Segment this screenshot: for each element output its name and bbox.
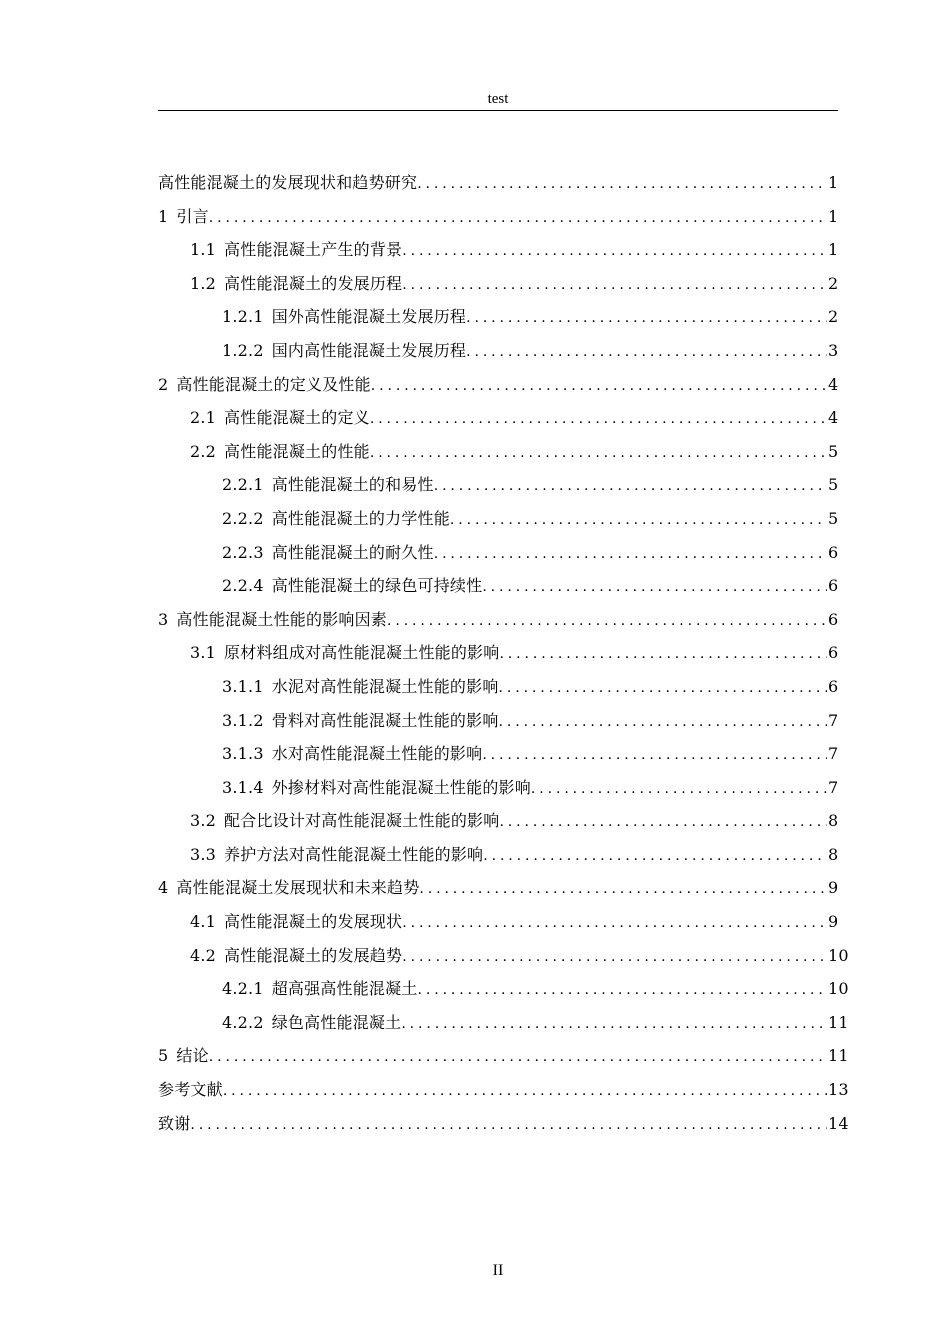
- toc-entry-number: 3.1: [190, 643, 217, 663]
- toc-entry[interactable]: [158, 909, 838, 943]
- toc-entry-title: 高性能混凝土的定义: [224, 408, 370, 428]
- toc-entry-title: 高性能混凝土产生的背景: [224, 240, 403, 260]
- toc-entry-page: 6: [828, 676, 839, 696]
- toc-entry[interactable]: [158, 271, 838, 305]
- toc-entry-page: 11: [828, 1046, 849, 1066]
- toc-entry[interactable]: [158, 875, 838, 909]
- toc-entry[interactable]: [158, 439, 838, 473]
- toc-entry-number: 2.2.3: [222, 542, 264, 562]
- toc-entry-title: 高性能混凝土的发展现状和趋势研究: [158, 173, 418, 192]
- toc-dot-leader: [223, 1083, 827, 1099]
- toc-entry-number: 3.1.3: [222, 744, 264, 764]
- toc-entry[interactable]: [158, 405, 838, 439]
- toc-entry-number: 2.1: [190, 408, 217, 428]
- toc-dot-leader: [466, 310, 827, 326]
- toc-entry-number: 2.2.4: [222, 576, 264, 596]
- header-rule: [158, 110, 838, 111]
- toc-entry-title: 养护方法对高性能混凝土性能的影响: [224, 844, 484, 864]
- toc-entry-number: 3.1.2: [222, 710, 264, 730]
- toc-dot-leader: [483, 848, 827, 864]
- toc-entry[interactable]: [158, 674, 838, 708]
- toc-entry-number: 1.1: [190, 240, 217, 260]
- toc-entry-title: 引言: [176, 206, 209, 226]
- toc-entry-page: 3: [828, 340, 839, 360]
- toc-entry-number: 4.2: [190, 945, 217, 965]
- toc-entry[interactable]: [158, 607, 838, 641]
- toc-entry-number: 2.2.2: [222, 508, 264, 528]
- toc-entry-page: 6: [828, 643, 839, 663]
- toc-dot-leader: [419, 881, 827, 897]
- toc-entry-title: 高性能混凝土的发展趋势: [224, 945, 403, 965]
- toc-entry-title: 绿色高性能混凝土: [271, 1012, 402, 1032]
- toc-entry[interactable]: [158, 1010, 849, 1044]
- toc-entry[interactable]: [158, 943, 849, 977]
- toc-entry-page: 2: [828, 307, 839, 327]
- toc-entry-number: 3.2: [190, 811, 217, 831]
- toc-entry[interactable]: [158, 506, 838, 540]
- toc-entry-title: 骨料对高性能混凝土性能的影响: [271, 710, 499, 730]
- toc-entry-title: 超高强高性能混凝土: [271, 979, 418, 999]
- toc-entry-page: 8: [828, 844, 839, 864]
- toc-entry[interactable]: [158, 170, 838, 204]
- toc-entry-page: 7: [828, 710, 839, 730]
- toc-entry-title: 致谢: [158, 1113, 191, 1133]
- toc-entry-page: 5: [828, 508, 839, 528]
- toc-dot-leader: [401, 1016, 827, 1032]
- toc-entry-number: 3.1.1: [222, 676, 264, 696]
- toc-entry-page: 10: [828, 945, 849, 965]
- toc-dot-leader: [482, 747, 827, 763]
- toc-entry-title: 高性能混凝土的性能: [224, 441, 370, 461]
- toc-dot-leader: [434, 546, 827, 562]
- toc-entry-page: 6: [828, 542, 839, 562]
- toc-entry[interactable]: [158, 976, 849, 1010]
- toc-entry-number: 1.2.1: [222, 307, 264, 327]
- toc-entry[interactable]: [158, 1111, 849, 1145]
- toc-entry-title: 高性能混凝土的和易性: [271, 475, 434, 495]
- toc-entry-page: 5: [828, 475, 839, 495]
- toc-dot-leader: [190, 1117, 827, 1133]
- toc-entry-page: 14: [828, 1113, 849, 1133]
- toc-entry[interactable]: [158, 237, 838, 271]
- toc-entry-title: 结论: [176, 1046, 209, 1066]
- toc-entry[interactable]: [158, 808, 838, 842]
- toc-dot-leader: [466, 344, 827, 360]
- toc-dot-leader: [499, 714, 827, 730]
- toc-entry[interactable]: [158, 708, 838, 742]
- toc-entry-number: 2.2.1: [222, 475, 264, 495]
- toc-entry-title: 原材料组成对高性能混凝土性能的影响: [224, 643, 500, 663]
- toc-entry-page: 1: [828, 206, 839, 226]
- toc-entry[interactable]: [158, 775, 838, 809]
- toc-entry-title: 高性能混凝土的发展历程: [224, 273, 403, 293]
- toc-dot-leader: [531, 781, 827, 797]
- toc-entry[interactable]: [158, 640, 838, 674]
- toc-entry-number: 5: [158, 1046, 169, 1066]
- toc-entry-page: 11: [828, 1012, 849, 1032]
- toc-dot-leader: [434, 478, 827, 494]
- table-of-contents: [158, 170, 849, 1144]
- toc-entry-number: 2.2: [190, 441, 217, 461]
- toc-entry-title: 高性能混凝土的力学性能: [271, 508, 450, 528]
- toc-entry-title: 外掺材料对高性能混凝土性能的影响: [271, 777, 531, 797]
- toc-entry-number: 1.2: [190, 273, 217, 293]
- toc-entry-title: 配合比设计对高性能混凝土性能的影响: [224, 811, 500, 831]
- toc-entry[interactable]: [158, 472, 838, 506]
- toc-entry-number: 3.3: [190, 844, 217, 864]
- toc-dot-leader: [370, 411, 827, 427]
- toc-entry-number: 1.2.2: [222, 340, 264, 360]
- toc-dot-leader: [387, 613, 827, 629]
- toc-dot-leader: [499, 680, 827, 696]
- toc-entry[interactable]: [158, 1077, 849, 1111]
- toc-entry-page: 5: [828, 441, 839, 461]
- toc-dot-leader: [402, 277, 827, 293]
- toc-entry-number: 2: [158, 374, 169, 394]
- toc-entry-title: 高性能混凝土的耐久性: [271, 542, 434, 562]
- toc-entry-page: 9: [828, 912, 839, 932]
- toc-dot-leader: [371, 378, 827, 394]
- toc-entry-title: 水对高性能混凝土性能的影响: [271, 744, 483, 764]
- toc-entry-title: 国内高性能混凝土发展历程: [271, 340, 467, 360]
- toc-entry-title: 高性能混凝土的定义及性能: [176, 374, 371, 394]
- toc-entry-page: 9: [828, 878, 839, 898]
- toc-entry-page: 8: [828, 811, 839, 831]
- toc-entry-title: 高性能混凝土性能的影响因素: [176, 609, 387, 629]
- toc-entry[interactable]: [158, 573, 838, 607]
- toc-dot-leader: [418, 982, 827, 998]
- toc-entry-number: 4.1: [190, 912, 217, 932]
- toc-entry-title: 水泥对高性能混凝土性能的影响: [271, 676, 499, 696]
- toc-entry-number: 4.2.1: [222, 979, 264, 999]
- toc-entry-title: 高性能混凝土的发展现状: [224, 912, 403, 932]
- toc-entry-title: 国外高性能混凝土发展历程: [271, 307, 467, 327]
- toc-entry[interactable]: [158, 540, 838, 574]
- page-number: II: [492, 1262, 504, 1279]
- toc-entry-page: 6: [828, 609, 839, 629]
- toc-entry-page: 2: [828, 273, 839, 293]
- toc-entry[interactable]: [158, 304, 838, 338]
- toc-dot-leader: [450, 512, 827, 528]
- toc-entry-number: 3: [158, 609, 169, 629]
- toc-entry-number: 4.2.2: [222, 1012, 264, 1032]
- toc-dot-leader: [499, 646, 827, 662]
- toc-dot-leader: [370, 445, 827, 461]
- toc-entry[interactable]: [158, 741, 838, 775]
- toc-entry-number: 3.1.4: [222, 777, 264, 797]
- toc-dot-leader: [402, 915, 827, 931]
- toc-entry-title: 高性能混凝土发展现状和未来趋势: [176, 878, 420, 898]
- toc-entry-page: 7: [828, 744, 839, 764]
- toc-entry[interactable]: [158, 1043, 849, 1077]
- toc-dot-leader: [402, 949, 827, 965]
- toc-dot-leader: [209, 210, 827, 226]
- toc-entry-page: 13: [828, 1080, 849, 1100]
- toc-dot-leader: [482, 579, 827, 595]
- toc-entry-page: 1: [828, 173, 839, 192]
- toc-entry-page: 1: [828, 240, 839, 260]
- toc-dot-leader: [209, 1049, 827, 1065]
- toc-entry-number: 4: [158, 878, 169, 898]
- toc-entry-page: 4: [828, 408, 839, 428]
- toc-entry[interactable]: [158, 204, 838, 238]
- toc-dot-leader: [499, 814, 827, 830]
- toc-dot-leader: [417, 176, 827, 192]
- toc-entry-page: 7: [828, 777, 839, 797]
- toc-dot-leader: [402, 243, 827, 259]
- toc-entry[interactable]: [158, 372, 838, 406]
- toc-entry-page: 4: [828, 374, 839, 394]
- toc-entry-number: 1: [158, 206, 169, 226]
- toc-entry-title: 参考文献: [158, 1080, 223, 1100]
- toc-entry[interactable]: [158, 338, 838, 372]
- toc-entry-title: 高性能混凝土的绿色可持续性: [271, 576, 483, 596]
- toc-entry[interactable]: [158, 842, 838, 876]
- toc-entry-page: 10: [828, 979, 849, 999]
- toc-entry-page: 6: [828, 576, 839, 596]
- page-header: test: [487, 91, 509, 107]
